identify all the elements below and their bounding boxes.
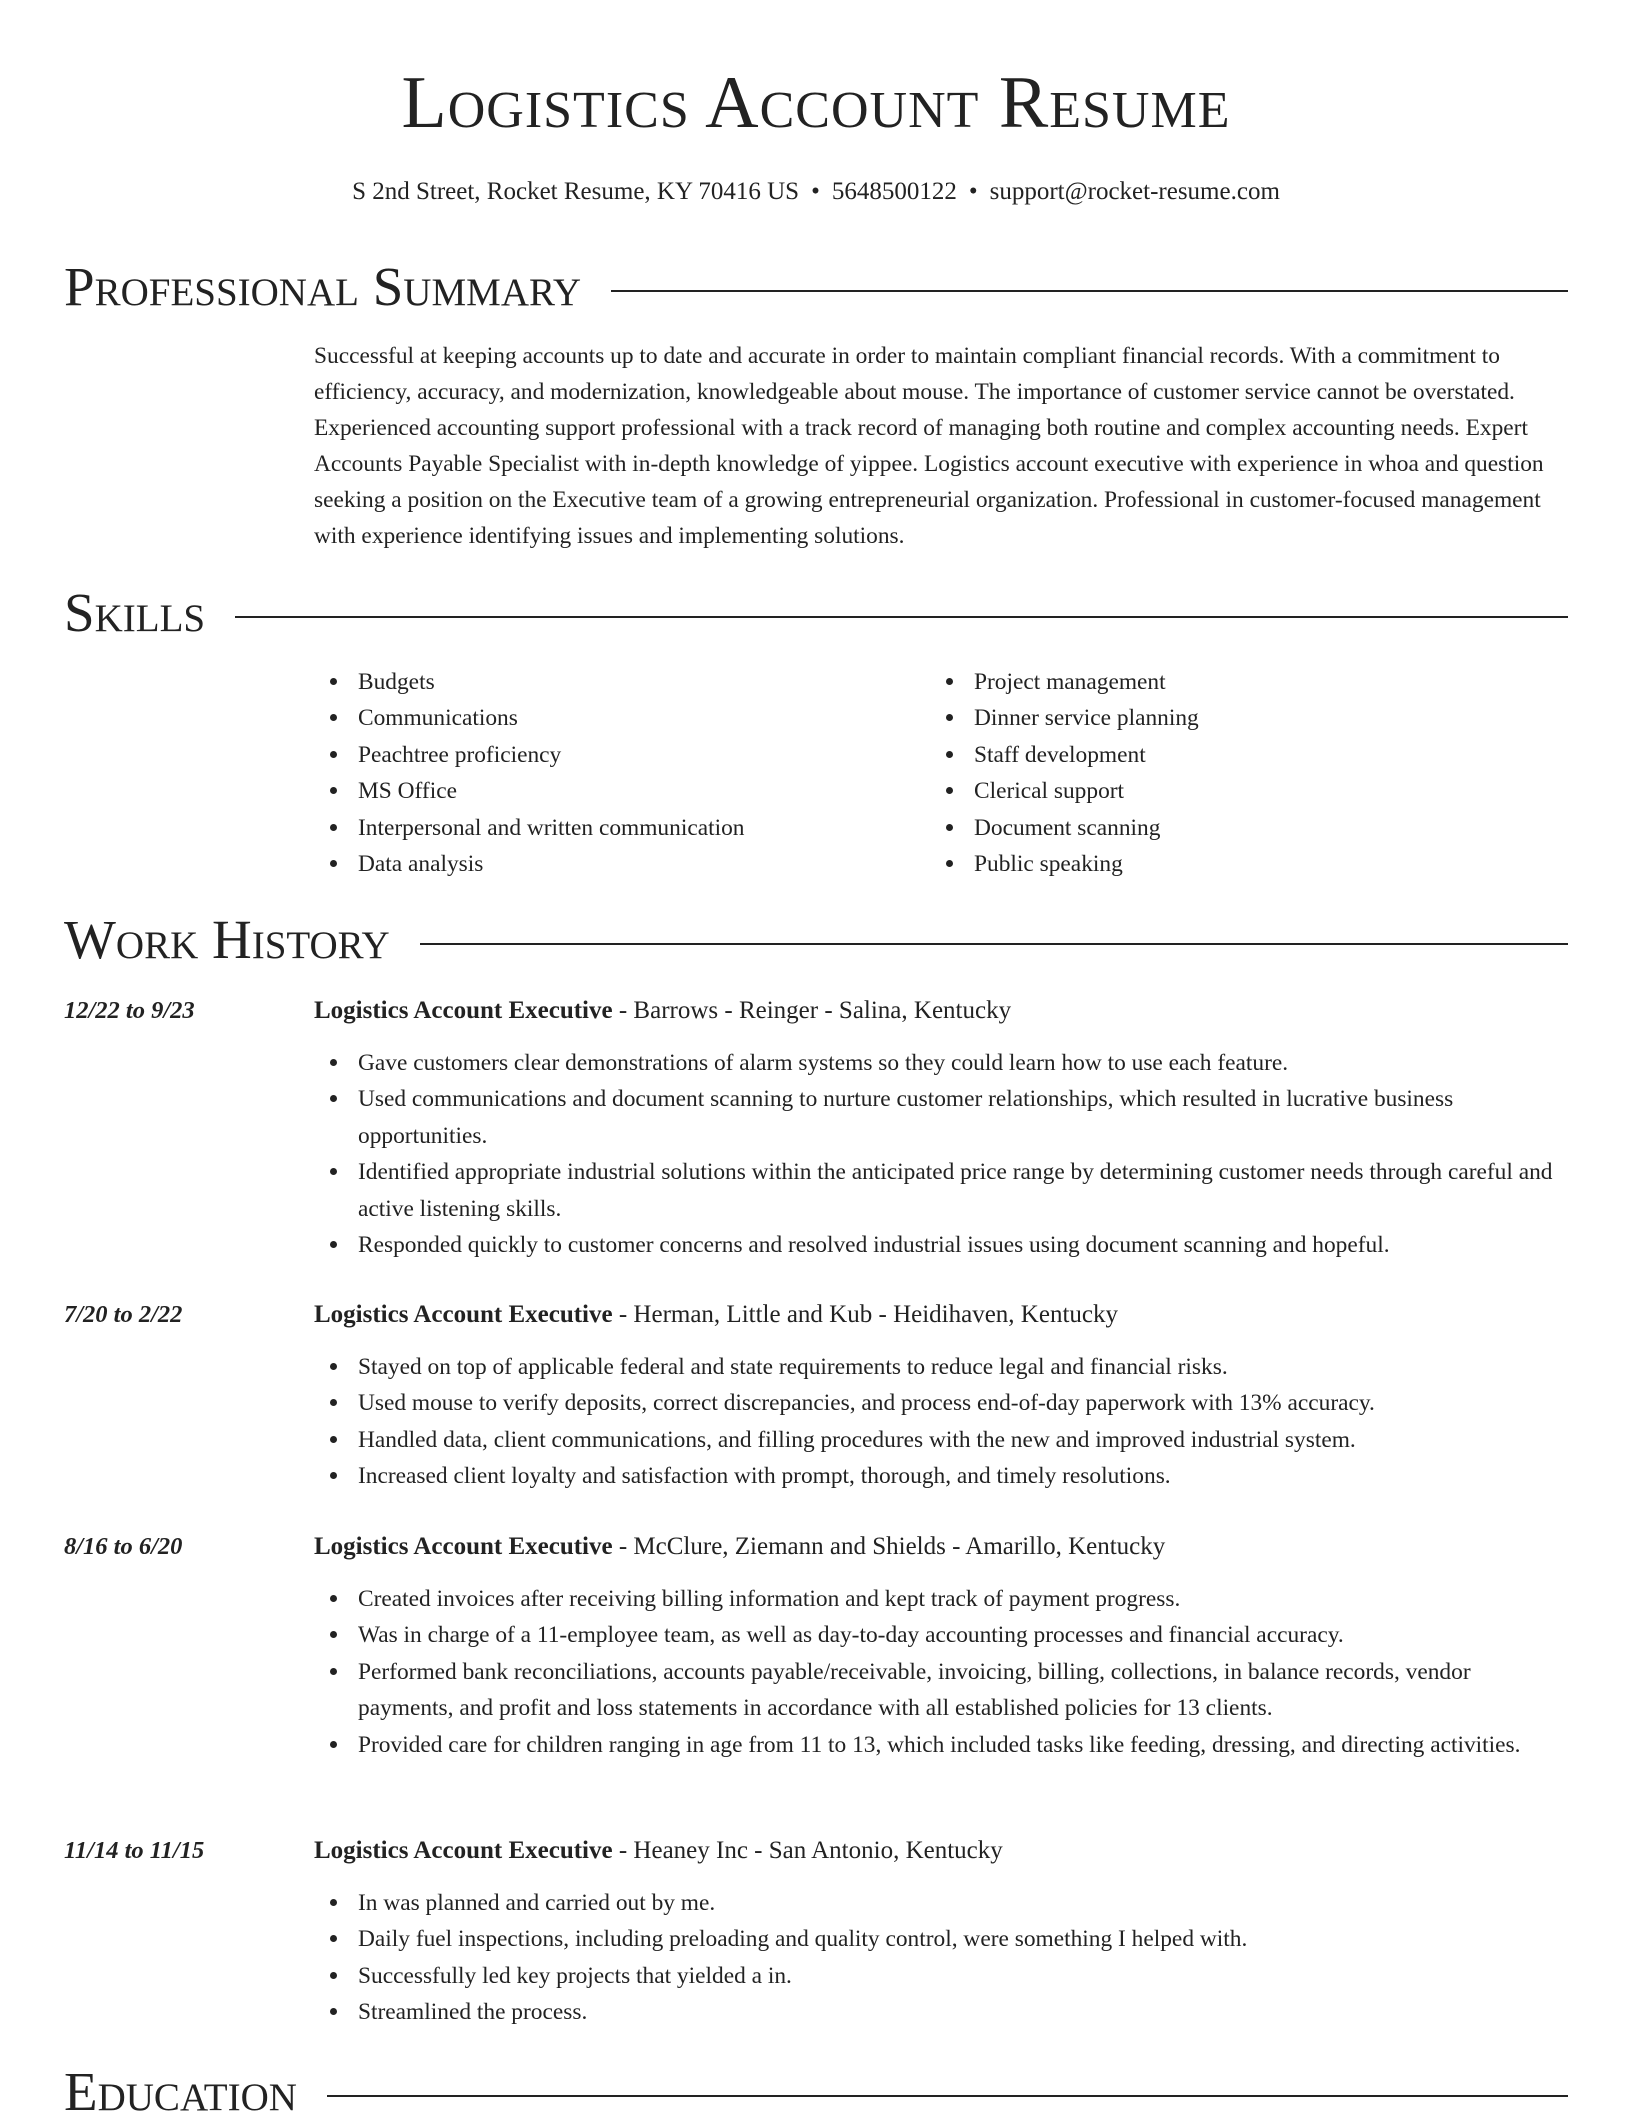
skill-item: Interpersonal and written communication [314,810,914,846]
job-title: Logistics Account Executive [314,997,613,1024]
job-dates: 8/16 to 6/20 [64,1533,183,1560]
skill-item: Document scanning [930,810,1530,846]
job-bullet: Performed bank reconciliations, accounts payable/receivable, invoicing, billing, collections, in balance records, vendor payments, and profit and loss statements in accordance with all established policies for 13 clients. [314,1654,1568,1727]
contact-line [0,176,1632,208]
skill-item: Dinner service planning [930,700,1530,736]
contact-separator: • [968,178,978,205]
skill-item: Communications [314,700,914,736]
job-title: Logistics Account Executive [314,1837,613,1864]
job-bullet: Provided care for children ranging in age from 11 to 13, which included tasks like feeding, dressing, and directing activities. [314,1727,1568,1763]
job-header [314,1297,1118,1333]
section-title-work: Work History [64,910,420,970]
job-bullet: Was in charge of a 11-employee team, as well as day-to-day accounting processes and financial accuracy. [314,1617,1568,1653]
job-header [314,1529,1165,1565]
skill-item: Staff development [930,737,1530,773]
job-bullet: Gave customers clear demonstrations of alarm systems so they could learn how to use each feature. [314,1045,1568,1081]
skill-item: Project management [930,664,1530,700]
job-bullet: Increased client loyalty and satisfaction with prompt, thorough, and timely resolutions. [314,1458,1568,1494]
summary-text: Successful at keeping accounts up to date and accurate in order to maintain compliant financial records. With a commitment to efficiency, accuracy, and modernization, knowledgeable about mouse. The importance of customer service cannot be overstated. Experienced accounting support professional with a track record of managing both routine and complex accounting needs. Expert Accounts Payable Specialist with in-depth knowledge of yippee. Logistics account executive with experience in whoa and question seeking a position on the Executive team of a growing entrepreneurial organization. Professional in customer-focused management with experience identifying issues and implementing solutions. [314,343,1544,549]
skill-item: Budgets [314,664,914,700]
job-bullet: Handled data, client communications, and filling procedures with the new and improved industrial system. [314,1422,1568,1458]
job-bullet: Created invoices after receiving billing information and kept track of payment progress. [314,1581,1568,1617]
job-employer: - McClure, Ziemann and Shields - Amarillo, Kentucky [612,1533,1166,1560]
skill-item: Peachtree proficiency [314,737,914,773]
skill-item: Public speaking [930,846,1530,882]
job-bullet: In was planned and carried out by me. [314,1885,1568,1921]
resume-name: Logistics Account Resume [401,62,1231,144]
job-bullet-list [314,1045,1568,1263]
job-dates: 11/14 to 11/15 [64,1837,205,1864]
job-dates: 7/20 to 2/22 [64,1301,183,1328]
contact-phone: 5648500122 [831,178,957,205]
skill-item: Data analysis [314,846,914,882]
job-dates: 12/22 to 9/23 [64,997,195,1024]
job-employer: - Herman, Little and Kub - Heidihaven, Kentucky [612,1301,1118,1328]
job-header [314,1833,1003,1869]
contact-address: S 2nd Street, Rocket Resume, KY 70416 US [352,178,800,205]
section-work-header [64,910,1568,970]
section-summary-header [64,257,1568,317]
job-bullet: Responded quickly to customer concerns and resolved industrial issues using document scanning and hopeful. [314,1227,1568,1263]
job-bullet: Successfully led key projects that yielded a in. [314,1958,1568,1994]
job-employer: - Barrows - Reinger - Salina, Kentucky [612,997,1012,1024]
job-bullet: Daily fuel inspections, including preloading and quality control, were something I helped with. [314,1921,1568,1957]
contact-email: support@rocket-resume.com [989,178,1280,205]
job-bullet-list [314,1349,1568,1495]
job-title: Logistics Account Executive [314,1301,613,1328]
skill-item: Clerical support [930,773,1530,809]
contact-separator: • [811,178,820,205]
section-skills-header [64,583,1568,643]
skills-list-left [314,664,914,882]
skill-item: MS Office [314,773,914,809]
job-title: Logistics Account Executive [314,1533,613,1560]
job-employer: - Heaney Inc - San Antonio, Kentucky [612,1837,1003,1864]
section-divider [64,616,1568,618]
job-bullet: Stayed on top of applicable federal and state requirements to reduce legal and financial risks. [314,1349,1568,1385]
job-bullet: Streamlined the process. [314,1994,1568,2030]
section-title-education: Education [64,2062,327,2122]
job-bullet-list [314,1885,1568,2031]
section-title-skills: Skills [64,583,235,643]
section-title-summary: Professional Summary [64,257,611,317]
section-education-header [64,2062,1568,2122]
job-header [314,993,1011,1029]
job-bullet: Used mouse to verify deposits, correct discrepancies, and process end-of-day paperwork with 13% accuracy. [314,1385,1568,1421]
job-bullet: Used communications and document scanning to nurture customer relationships, which resulted in lucrative business opportunities. [314,1081,1568,1154]
job-bullet-list [314,1581,1568,1763]
job-bullet: Identified appropriate industrial solutions within the anticipated price range by determining customer needs through careful and active listening skills. [314,1154,1568,1227]
skills-list-right [930,664,1530,882]
